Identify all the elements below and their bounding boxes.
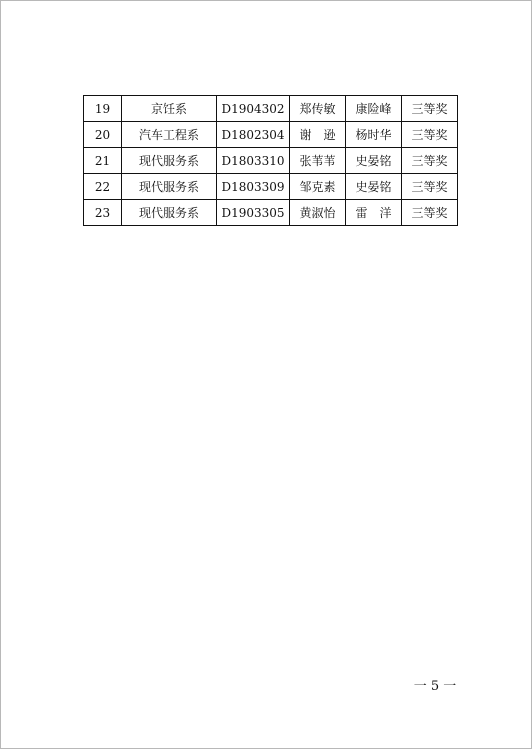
row-number-cell: 22 [84,174,122,200]
row-number-cell: 19 [84,96,122,122]
student-name-cell: 邹克素 [290,174,346,200]
department-cell: 现代服务系 [122,174,217,200]
table-row [84,200,458,226]
class-id-cell: D1904302 [217,96,290,122]
award-level-cell: 三等奖 [402,122,458,148]
awards-table [83,95,458,226]
table-row [84,122,458,148]
student-name-cell: 谢 逊 [290,122,346,148]
student-name-cell: 郑传敏 [290,96,346,122]
department-cell: 现代服务系 [122,148,217,174]
table-row [84,148,458,174]
row-number-cell: 21 [84,148,122,174]
award-level-cell: 三等奖 [402,174,458,200]
department-cell: 现代服务系 [122,200,217,226]
advisor-name-cell: 史晏铭 [346,174,402,200]
table-row [84,96,458,122]
advisor-name-cell: 杨时华 [346,122,402,148]
student-name-cell: 张苇苇 [290,148,346,174]
award-level-cell: 三等奖 [402,96,458,122]
advisor-name-cell: 史晏铭 [346,148,402,174]
row-number-cell: 20 [84,122,122,148]
student-name-cell: 黄淑怡 [290,200,346,226]
award-level-cell: 三等奖 [402,200,458,226]
award-level-cell: 三等奖 [402,148,458,174]
class-id-cell: D1903305 [217,200,290,226]
department-cell: 京饪系 [122,96,217,122]
advisor-name-cell: 康险峰 [346,96,402,122]
department-cell: 汽车工程系 [122,122,217,148]
class-id-cell: D1802304 [217,122,290,148]
class-id-cell: D1803310 [217,148,290,174]
advisor-name-cell: 雷 洋 [346,200,402,226]
table-row [84,174,458,200]
class-id-cell: D1803309 [217,174,290,200]
row-number-cell: 23 [84,200,122,226]
page-number: 一 5 一 [413,679,457,694]
